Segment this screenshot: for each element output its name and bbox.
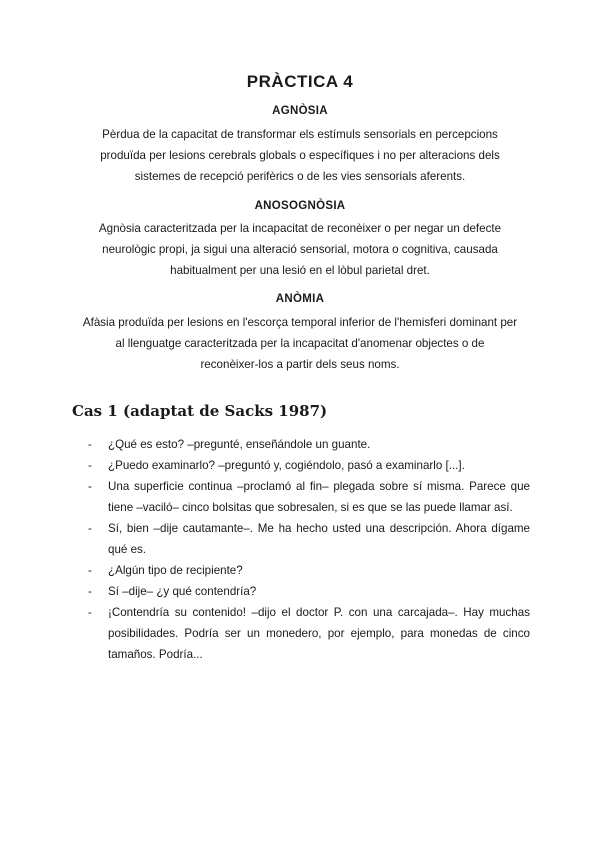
dialogue-line: - ¿Algún tipo de recipiente? [88, 560, 530, 581]
definition-line: Agnòsia caracteritzada per la incapacitat de reconèixer o per negar un defecte [98, 222, 502, 235]
definition-line: Afàsia produïda per lesions en l'escorça temporal inferior de l'hemisferi dominant per [82, 316, 518, 329]
definition-anosognosia [60, 218, 540, 281]
page-title: PRÀCTICA 4 [246, 72, 354, 91]
definition-agnosia [60, 124, 540, 187]
dialogue-line: - ¿Qué es esto? –pregunté, enseñándole un guante. [88, 434, 530, 455]
section-heading-anosognosia: ANOSOGNÒSIA [254, 200, 346, 212]
case-heading: Cas 1 (adaptat de Sacks 1987) [72, 402, 328, 420]
definition-line: sistemes de recepció perifèrics o de les vies sensorials aferents. [134, 170, 466, 183]
case-dialogue-list [88, 434, 530, 665]
section-heading-anomia: ANÒMIA [275, 293, 325, 305]
definition-line: al llenguatge caracteritzada per la incapacitat d'anomenar objectes o de [115, 337, 485, 350]
dialogue-line: - Sí –dije– ¿y qué contendría? [88, 581, 530, 602]
section-heading-agnosia: AGNÒSIA [272, 105, 328, 117]
dialogue-line: - Sí, bien –dije cautamante–. Me ha hecho usted una descripción. Ahora dígame qué es. [88, 518, 530, 560]
definition-anomia [60, 312, 540, 375]
dialogue-line: - Una superficie continua –proclamó al fin– plegada sobre sí misma. Parece que tiene –vaciló– cinco bolsitas que sobresalen, si es que se las puede llamar así. [88, 476, 530, 518]
dialogue-line: - ¿Puedo examinarlo? –preguntó y, cogiéndolo, pasó a examinarlo [...]. [88, 455, 530, 476]
dialogue-line: - ¡Contendría su contenido! –dijo el doctor P. con una carcajada–. Hay muchas posibilidades. Podría ser un monedero, por ejemplo, para monedas de cinco tamaños. Podría... [88, 602, 530, 665]
definition-line: neurològic propi, ja sigui una alteració sensorial, motora o cognitiva, causada [102, 243, 498, 256]
definition-line: habitualment per una lesió en el lòbul parietal dret. [170, 264, 430, 277]
definition-line: reconèixer-los a partir dels seus noms. [200, 358, 400, 371]
definition-line: produïda per lesions cerebrals globals o específiques i no per alteracions dels [100, 149, 500, 162]
definition-line: Pèrdua de la capacitat de transformar els estímuls sensorials en percepcions [102, 128, 498, 141]
